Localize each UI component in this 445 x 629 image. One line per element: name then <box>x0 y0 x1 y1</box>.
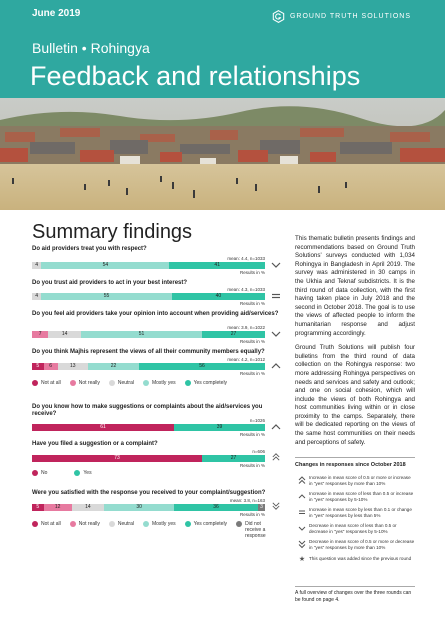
bar-segment: 4 <box>32 293 41 300</box>
changes-row-text: Decrease in mean score of 0.5 or more or decrease in "yes" responses by more than 10% <box>309 539 415 550</box>
brand-name: GROUND TRUTH SOLUTIONS <box>289 13 411 20</box>
legend-dot <box>185 380 191 386</box>
changes-row <box>295 556 415 564</box>
question-1-meta: mean: 4.4, n=1033 <box>227 256 265 261</box>
question-7-results-unit: Results in % <box>239 512 265 517</box>
legend-item <box>236 521 275 539</box>
legend-label: Not at all <box>41 521 61 527</box>
bar-segment: 6 <box>44 363 58 370</box>
legend-dot <box>109 380 115 386</box>
question-3-results-unit: Results in % <box>239 339 265 344</box>
brand-logo-icon <box>272 10 285 23</box>
up-icon <box>295 491 309 501</box>
legend-label: Mostly yes <box>151 521 176 527</box>
legend-label: Neutral <box>117 521 134 527</box>
legend-item <box>32 521 61 527</box>
legend-dot <box>143 521 149 527</box>
up-icon <box>271 362 281 370</box>
question-2: Do you trust aid providers to act in your best interest? <box>32 280 188 286</box>
question-1-bar <box>32 262 265 269</box>
legend-item <box>109 380 134 386</box>
legend-item <box>70 380 100 386</box>
bar-segment: 5 <box>32 504 44 511</box>
legend-item <box>185 380 227 386</box>
legend-dot <box>70 521 76 527</box>
bar-segment: 61 <box>32 424 174 431</box>
down-icon <box>295 523 309 533</box>
legend-dot <box>32 470 38 476</box>
legend-item <box>32 380 61 386</box>
bar-segment: 56 <box>139 363 265 370</box>
changes-row <box>295 523 415 534</box>
changes-title: Changes in responses since October 2018 <box>295 462 406 468</box>
intro-paragraph-2: Ground Truth Solutions will publish four bulletins from the third round of data collection on the Rohingya response: two more addressing Rohingya perspectives on needs and services and safety and outlook; and one on social cohesion, which will include the views of both Rohingya and host communities living within or in close proximity to the camps. Separately, there will be dedicated reporting on the views of the same host communities on their needs and perceptions of safety. <box>295 344 415 446</box>
legend-yesno <box>32 470 92 476</box>
question-7: Were you satisfied with the response you received to your complaint/suggestion? <box>32 490 266 496</box>
bar-segment: 22 <box>88 363 139 370</box>
legend-item <box>185 521 227 527</box>
double-up-icon <box>295 475 309 485</box>
bar-segment: 12 <box>44 504 72 511</box>
changes-row-text: Increase in mean score by less than 0.1 or change in "yes" responses by less than 5% <box>309 507 412 518</box>
legend-dot <box>32 380 38 386</box>
changes-row-text: This question was added since the previous round <box>309 556 412 561</box>
question-4: Do you think Majhis represent the views of all their community members equally? <box>32 349 265 355</box>
legend-label: Not at all <box>41 380 61 386</box>
question-6-bar <box>32 455 265 462</box>
legend-dot <box>109 521 115 527</box>
legend-item <box>70 521 100 527</box>
bar-segment: 13 <box>58 363 88 370</box>
bar-segment: 14 <box>72 504 105 511</box>
question-5-meta: n=1026 <box>249 418 265 423</box>
changes-row-text: Decrease in mean score of less than 0.5 or decrease in "yes" responses by 5-10% <box>309 523 397 534</box>
bar-segment: 4 <box>32 262 41 269</box>
question-4-meta: mean: 4.2, n=1012 <box>227 357 265 362</box>
changes-row-text: Increase in mean score of less than 0.5 or increase in "yes" responses by 5-10% <box>309 491 414 502</box>
legend-dot <box>236 521 242 527</box>
legend-label: Yes <box>83 470 92 476</box>
legend-label: Not really <box>78 521 100 527</box>
legend-dot <box>70 380 76 386</box>
question-7-meta: mean: 3.8, n=163 <box>229 498 265 503</box>
question-2-meta: mean: 4.3, n=1033 <box>227 287 265 292</box>
bar-segment: 36 <box>174 504 258 511</box>
bar-segment: 40 <box>172 293 265 300</box>
legend-dot <box>185 521 191 527</box>
question-1: Do aid providers treat you with respect? <box>32 246 147 252</box>
legend-item <box>109 521 134 527</box>
changes-row <box>295 507 415 518</box>
bar-segment: 3 <box>258 504 265 511</box>
changes-row <box>295 491 415 502</box>
question-1-results-unit: Results in % <box>239 270 265 275</box>
legend-item <box>143 380 176 386</box>
header-banner <box>0 0 445 98</box>
legend-label: Yes completely <box>193 521 228 527</box>
question-3-bar <box>32 331 265 338</box>
bar-segment: 73 <box>32 455 202 462</box>
question-6-results-unit: Results in % <box>239 463 265 468</box>
question-5-bar <box>32 424 265 431</box>
changes-key <box>295 457 415 468</box>
legend-label: No <box>41 470 48 476</box>
question-4-results-unit: Results in % <box>239 371 265 376</box>
bar-segment: 54 <box>41 262 169 269</box>
summary-heading: Summary findings <box>32 221 193 243</box>
intro-paragraph-1: This thematic bulletin presents findings and recommendations based on Ground Truth Solutions' surveys conducted with 1,034 Rohingya in Bangladesh in April 2019. The survey was administered in 30 camps in the Ukhia and Teknaf subdistricts. It is the third round of data collection, with the first having taken place in July 2018 and the second in October 2018. The goal is to use the views of affected people to inform the humanitarian response and adjust programming accordingly. <box>295 235 415 337</box>
double-down-icon <box>295 539 309 549</box>
legend-scale-extended <box>32 521 275 539</box>
legend-item <box>74 470 91 476</box>
question-2-results-unit: Results in % <box>239 301 265 306</box>
bar-segment: 14 <box>48 331 81 338</box>
legend-label: Neutral <box>117 380 134 386</box>
camp-photo <box>0 98 445 210</box>
legend-scale <box>32 380 227 386</box>
legend-item <box>143 521 176 527</box>
publication-date: June 2019 <box>32 8 81 19</box>
question-7-bar <box>32 504 265 511</box>
question-5-results-unit: Results in % <box>239 432 265 437</box>
legend-dot <box>143 380 149 386</box>
changes-row-text: Increase in mean score of 0.5 or more or increase in "yes" responses by more than 10% <box>309 475 411 486</box>
legend-dot <box>74 470 80 476</box>
up-icon <box>271 423 281 431</box>
bulletin-label: Bulletin • Rohingya <box>32 40 150 56</box>
question-6-meta: n=606 <box>252 449 265 454</box>
question-4-bar <box>32 363 265 370</box>
question-3-meta: mean: 3.9, n=1022 <box>227 325 265 330</box>
bar-segment: 7 <box>32 331 48 338</box>
bar-segment: 30 <box>104 504 174 511</box>
bar-segment: 41 <box>169 262 265 269</box>
question-6: Have you filed a suggestion or a complaint? <box>32 441 158 447</box>
legend-label: Did not receive a response <box>245 521 266 539</box>
bar-segment: 27 <box>202 455 265 462</box>
page-title: Feedback and relationships <box>30 61 361 91</box>
bar-segment: 55 <box>41 293 171 300</box>
legend-label: Yes completely <box>193 380 228 386</box>
bar-segment: 39 <box>174 424 265 431</box>
bar-segment: 27 <box>202 331 265 338</box>
changes-row <box>295 539 415 550</box>
equal-icon <box>295 507 309 517</box>
down-icon <box>271 330 281 338</box>
equal-icon <box>271 292 281 300</box>
legend-dot <box>32 521 38 527</box>
down-icon <box>271 261 281 269</box>
double-up-icon <box>271 453 281 461</box>
bar-segment: 5 <box>32 363 44 370</box>
legend-label: Not really <box>78 380 100 386</box>
question-2-bar <box>32 293 265 300</box>
question-3: Do you feel aid providers take your opinion into account when providing aid/services? <box>32 311 279 317</box>
intro-text <box>295 235 415 453</box>
legend-label: Mostly yes <box>151 380 176 386</box>
brand <box>272 10 411 23</box>
bar-segment: 51 <box>81 331 202 338</box>
legend-item <box>32 470 47 476</box>
star-icon: ★ <box>298 556 306 563</box>
changes-row <box>295 475 415 486</box>
footnote: A full overview of changes over the three rounds can be found on page 4. <box>295 586 415 603</box>
double-down-icon <box>271 502 281 510</box>
question-5: Do you know how to make suggestions or complaints about the aid/services you receive? <box>32 404 263 417</box>
